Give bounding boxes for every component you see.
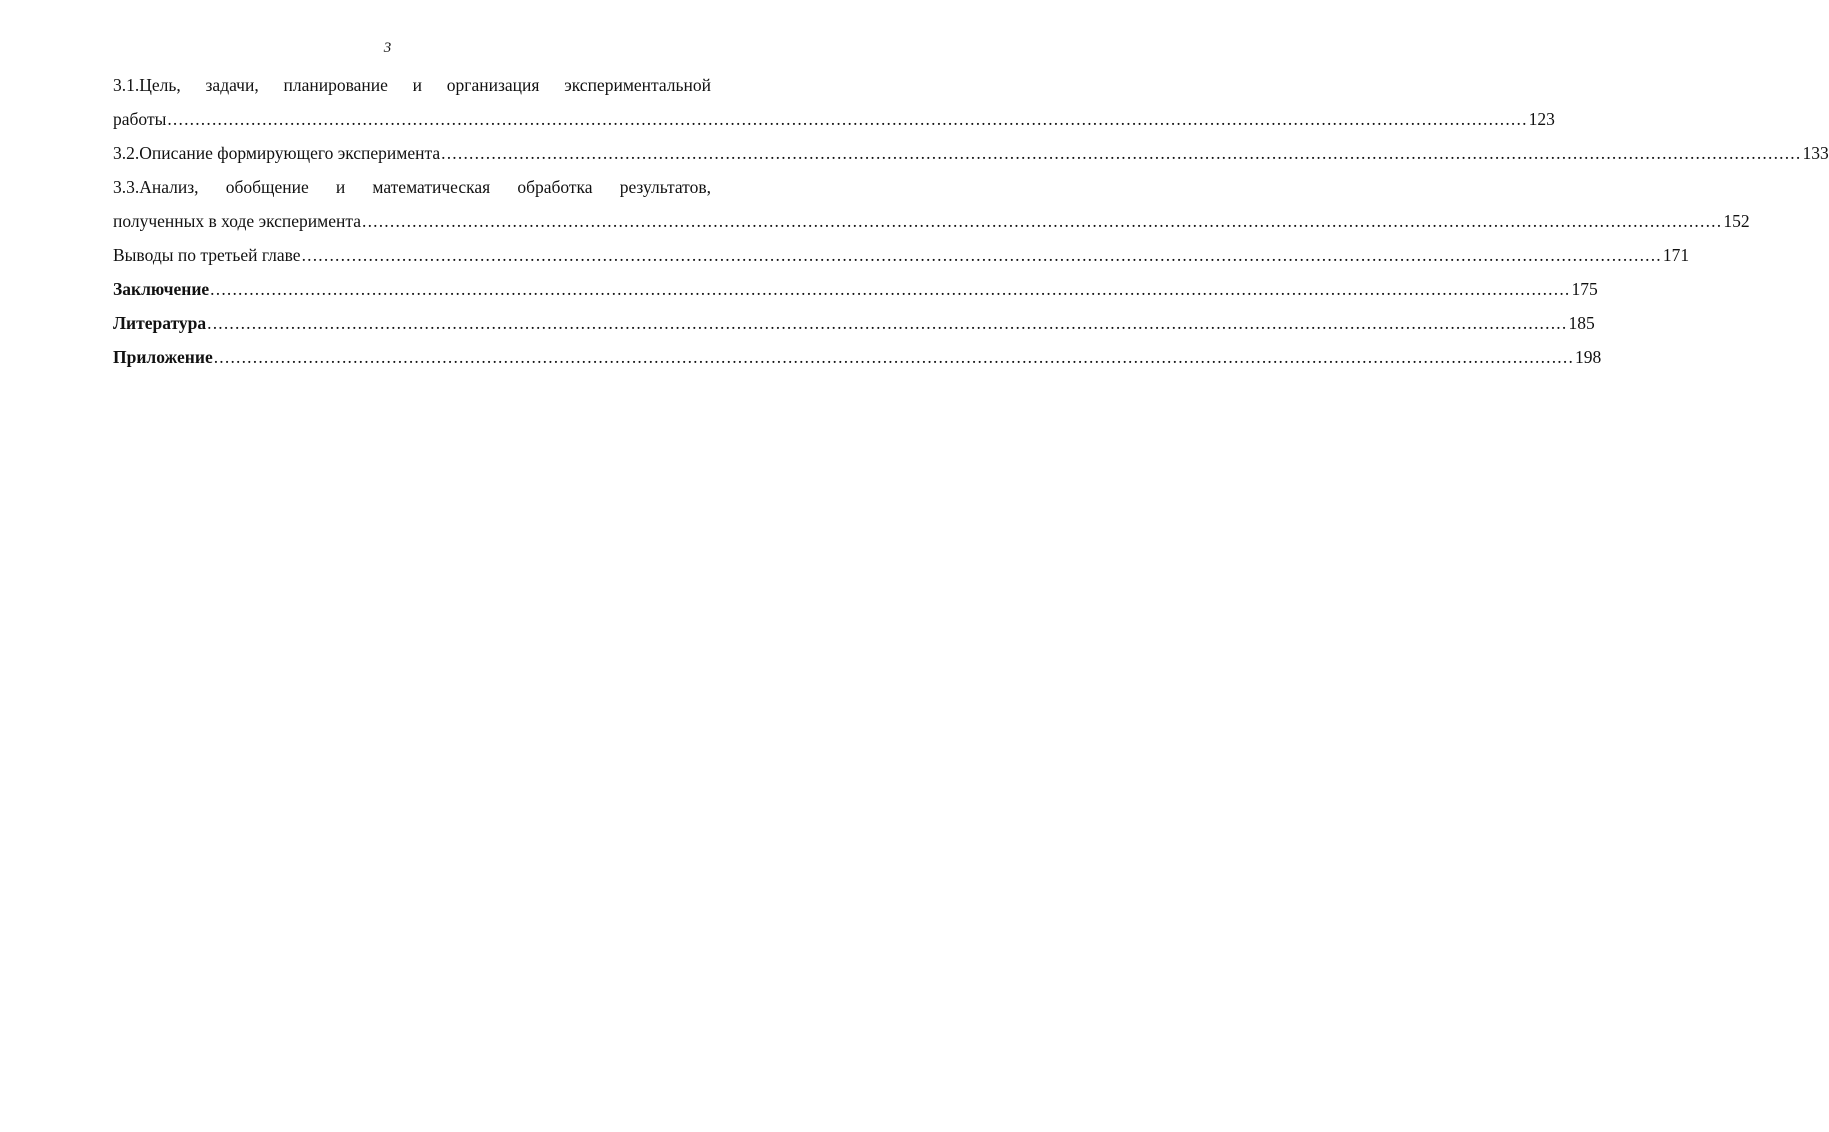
- dot-leader: [210, 272, 1570, 306]
- dot-leader: [441, 136, 1801, 170]
- toc-entry-line: [113, 238, 1690, 272]
- toc-entry-line: [113, 136, 1829, 170]
- toc-entry-3-2: [113, 136, 1829, 170]
- toc-entry-line: [113, 306, 1595, 340]
- toc-entry-text: работы: [113, 109, 167, 129]
- toc-entry-text: Выводы по третьей главе: [113, 245, 301, 265]
- toc-page-number: 171: [1662, 245, 1690, 265]
- dot-leader: [362, 204, 1722, 238]
- toc-entry-title-line: 3.1.Цель, задачи, планирование и организация экспериментальной: [113, 75, 711, 95]
- toc-entry-line: [113, 204, 1750, 238]
- toc-page-number: 185: [1568, 313, 1595, 333]
- dot-leader: [167, 102, 1527, 136]
- toc-entry-line: [113, 340, 1602, 374]
- toc-page-number: 198: [1575, 347, 1602, 367]
- toc-entry-literature: [113, 306, 1595, 340]
- toc-entry-3-3: [113, 170, 1750, 238]
- dot-leader: [302, 238, 1662, 272]
- toc-page-number: 133: [1802, 143, 1829, 163]
- toc-entry-conclusion: [113, 272, 1598, 306]
- page-number: 3: [383, 40, 392, 56]
- toc-entry-3-1: [113, 68, 1555, 136]
- toc-entry-text: Приложение: [113, 347, 213, 367]
- toc-entry-text: Заключение: [113, 279, 210, 299]
- toc-entry-text: 3.2.Описание формирующего эксперимента: [113, 143, 441, 163]
- toc-page-number: 123: [1528, 109, 1555, 129]
- toc-entry-chapter-conclusions: [113, 238, 1690, 272]
- toc-page-number: 152: [1723, 211, 1750, 231]
- dot-leader: [214, 340, 1574, 374]
- toc-entry-line: [113, 272, 1598, 306]
- toc-entry-text: Литература: [113, 313, 207, 333]
- toc-entry-title-line: 3.3.Анализ, обобщение и математическая обработка результатов,: [113, 177, 711, 197]
- table-of-contents: [113, 68, 1829, 374]
- toc-entry-line: [113, 102, 1555, 136]
- dot-leader: [207, 306, 1567, 340]
- toc-entry-text: полученных в ходе эксперимента: [113, 211, 361, 231]
- toc-entry-appendix: [113, 340, 1602, 374]
- toc-page-number: 175: [1571, 279, 1598, 299]
